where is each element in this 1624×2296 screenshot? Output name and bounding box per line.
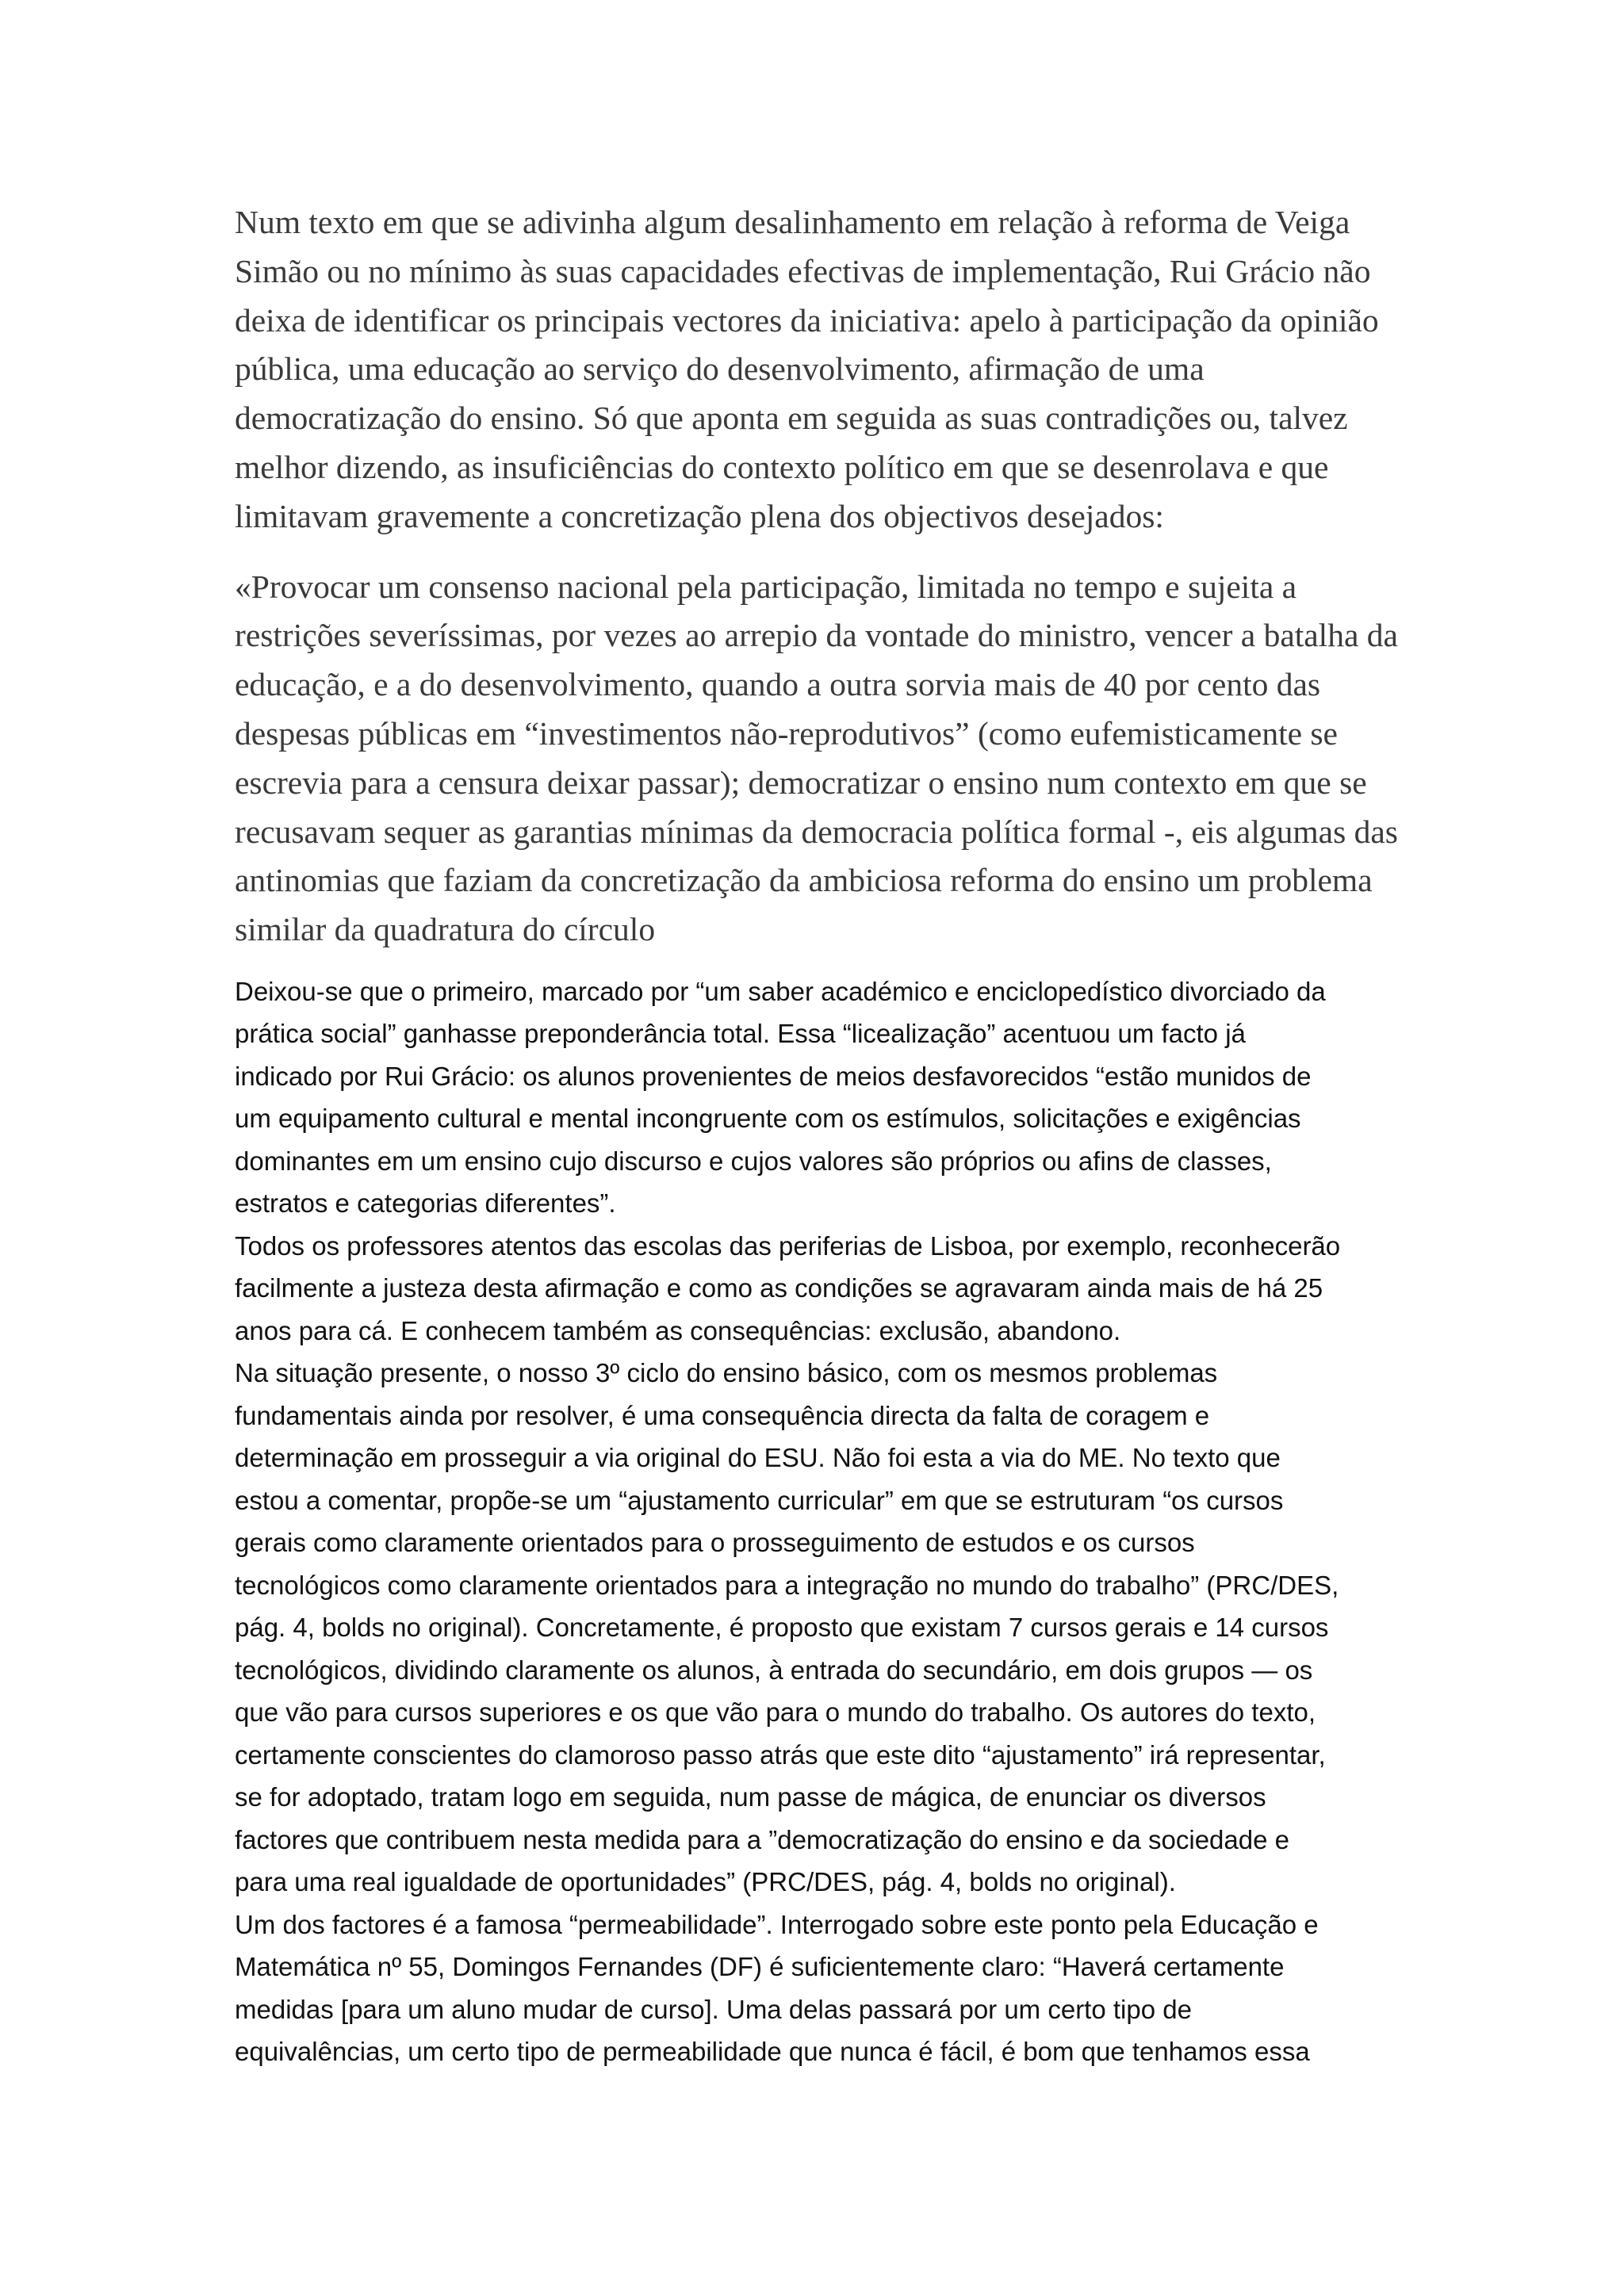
text-line: Todos os professores atentos das escolas das periferias de Lisboa, por exemplo, reconhecerão: [235, 1230, 1341, 1261]
text-line: gerais como claramente orientados para o prosseguimento de estudos e os cursos: [235, 1528, 1195, 1558]
text-line: pág. 4, bolds no original). Concretamente, é proposto que existam 7 cursos gerais e 14 cursos: [235, 1613, 1329, 1643]
text-line: Deixou-se que o primeiro, marcado por “um saber académico e enciclopedístico divorciado da: [235, 976, 1326, 1006]
document-content: [235, 198, 1416, 2073]
text-line: limitavam gravemente a concretização plena dos objectivos desejados:: [235, 497, 1164, 534]
text-line: escrevia para a censura deixar passar); democratizar o ensino num contexto em que se: [235, 763, 1367, 801]
text-line: factores que contribuem nesta medida para a ”democratização do ensino e da sociedade e: [235, 1824, 1289, 1854]
intro-paragraph: [235, 198, 1416, 541]
text-line: estratos e categorias diferentes”.: [235, 1188, 616, 1219]
text-line: Um dos factores é a famosa “permeabilidade”. Interrogado sobre este ponto pela Educação e: [235, 1909, 1319, 1939]
text-line: dominantes em um ensino cujo discurso e cujos valores são próprios ou afins de classes,: [235, 1146, 1272, 1176]
text-line: similar da quadratura do círculo: [235, 911, 656, 948]
text-line: estou a comentar, propõe-se um “ajustamento curricular” em que se estruturam “os cursos: [235, 1485, 1284, 1515]
text-line: despesas públicas em “investimentos não-reprodutivos” (como eufemisticamente se: [235, 714, 1338, 752]
text-line: se for adoptado, tratam logo em seguida, num passe de mágica, de enunciar os diversos: [235, 1782, 1266, 1812]
text-line: deixa de identificar os principais vectores da iniciativa: apelo à participação da opinião: [235, 301, 1379, 339]
text-line: fundamentais ainda por resolver, é uma consequência directa da falta de coragem e: [235, 1400, 1210, 1430]
text-line: para uma real igualdade de oportunidades” (PRC/DES, pág. 4, bolds no original).: [235, 1867, 1176, 1897]
text-line: melhor dizendo, as insuficiências do contexto político em que se desenrolava e que: [235, 448, 1329, 485]
text-line: educação, e a do desenvolvimento, quando a outra sorvia mais de 40 por cento das: [235, 666, 1321, 703]
text-line: facilmente a justeza desta afirmação e como as condições se agravaram ainda mais de há 25: [235, 1273, 1323, 1303]
text-line: pública, uma educação ao serviço do desenvolvimento, afirmação de uma: [235, 350, 1205, 388]
text-line: tecnológicos como claramente orientados para a integração no mundo do trabalho” (PRC/DES,: [235, 1570, 1339, 1600]
text-line: certamente conscientes do clamoroso passo atrás que este dito “ajustamento” irá representar,: [235, 1739, 1326, 1770]
text-line: determinação em prosseguir a via original do ESU. Não foi esta a via do ME. No texto que: [235, 1443, 1281, 1473]
text-line: medidas [para um aluno mudar de curso]. Uma delas passará por um certo tipo de: [235, 1994, 1192, 2024]
text-line: tecnológicos, dividindo claramente os alunos, à entrada do secundário, em dois grupos — os: [235, 1655, 1313, 1685]
text-line: recusavam sequer as garantias mínimas da democracia política formal -, eis algumas das: [235, 813, 1398, 850]
text-line: um equipamento cultural e mental incongruente com os estímulos, solicitações e exigências: [235, 1104, 1301, 1134]
text-line: prática social” ganhasse preponderância total. Essa “licealização” acentuou um facto já: [235, 1019, 1246, 1049]
text-line: equivalências, um certo tipo de permeabilidade que nunca é fácil, é bom que tenhamos essa: [235, 2037, 1310, 2067]
text-line: indicado por Rui Grácio: os alunos provenientes de meios desfavorecidos “estão munidos de: [235, 1061, 1312, 1091]
text-line: democratização do ensino. Só que aponta em seguida as suas contradições ou, talvez: [235, 400, 1348, 437]
body-text: [235, 970, 1416, 2073]
text-line: anos para cá. E conhecem também as consequências: exclusão, abandono.: [235, 1315, 1121, 1345]
text-line: antinomias que faziam da concretização da ambiciosa reforma do ensino um problema: [235, 862, 1373, 899]
quote-paragraph: [235, 563, 1416, 955]
text-line: Simão ou no mínimo às suas capacidades efectivas de implementação, Rui Grácio não: [235, 252, 1371, 289]
text-line: Na situação presente, o nosso 3º ciclo do ensino básico, com os mesmos problemas: [235, 1358, 1218, 1388]
text-line: restrições severíssimas, por vezes ao arrepio da vontade do ministro, vencer a batalha da: [235, 617, 1398, 654]
text-line: que vão para cursos superiores e os que vão para o mundo do trabalho. Os autores do texto,: [235, 1697, 1316, 1728]
text-line: Num texto em que se adivinha algum desalinhamento em relação à reforma de Veiga: [235, 204, 1350, 240]
text-line: Matemática nº 55, Domingos Fernandes (DF) é suficientemente claro: “Haverá certamente: [235, 1952, 1285, 1982]
text-line: «Provocar um consenso nacional pela participação, limitada no tempo e sujeita a: [235, 568, 1297, 605]
